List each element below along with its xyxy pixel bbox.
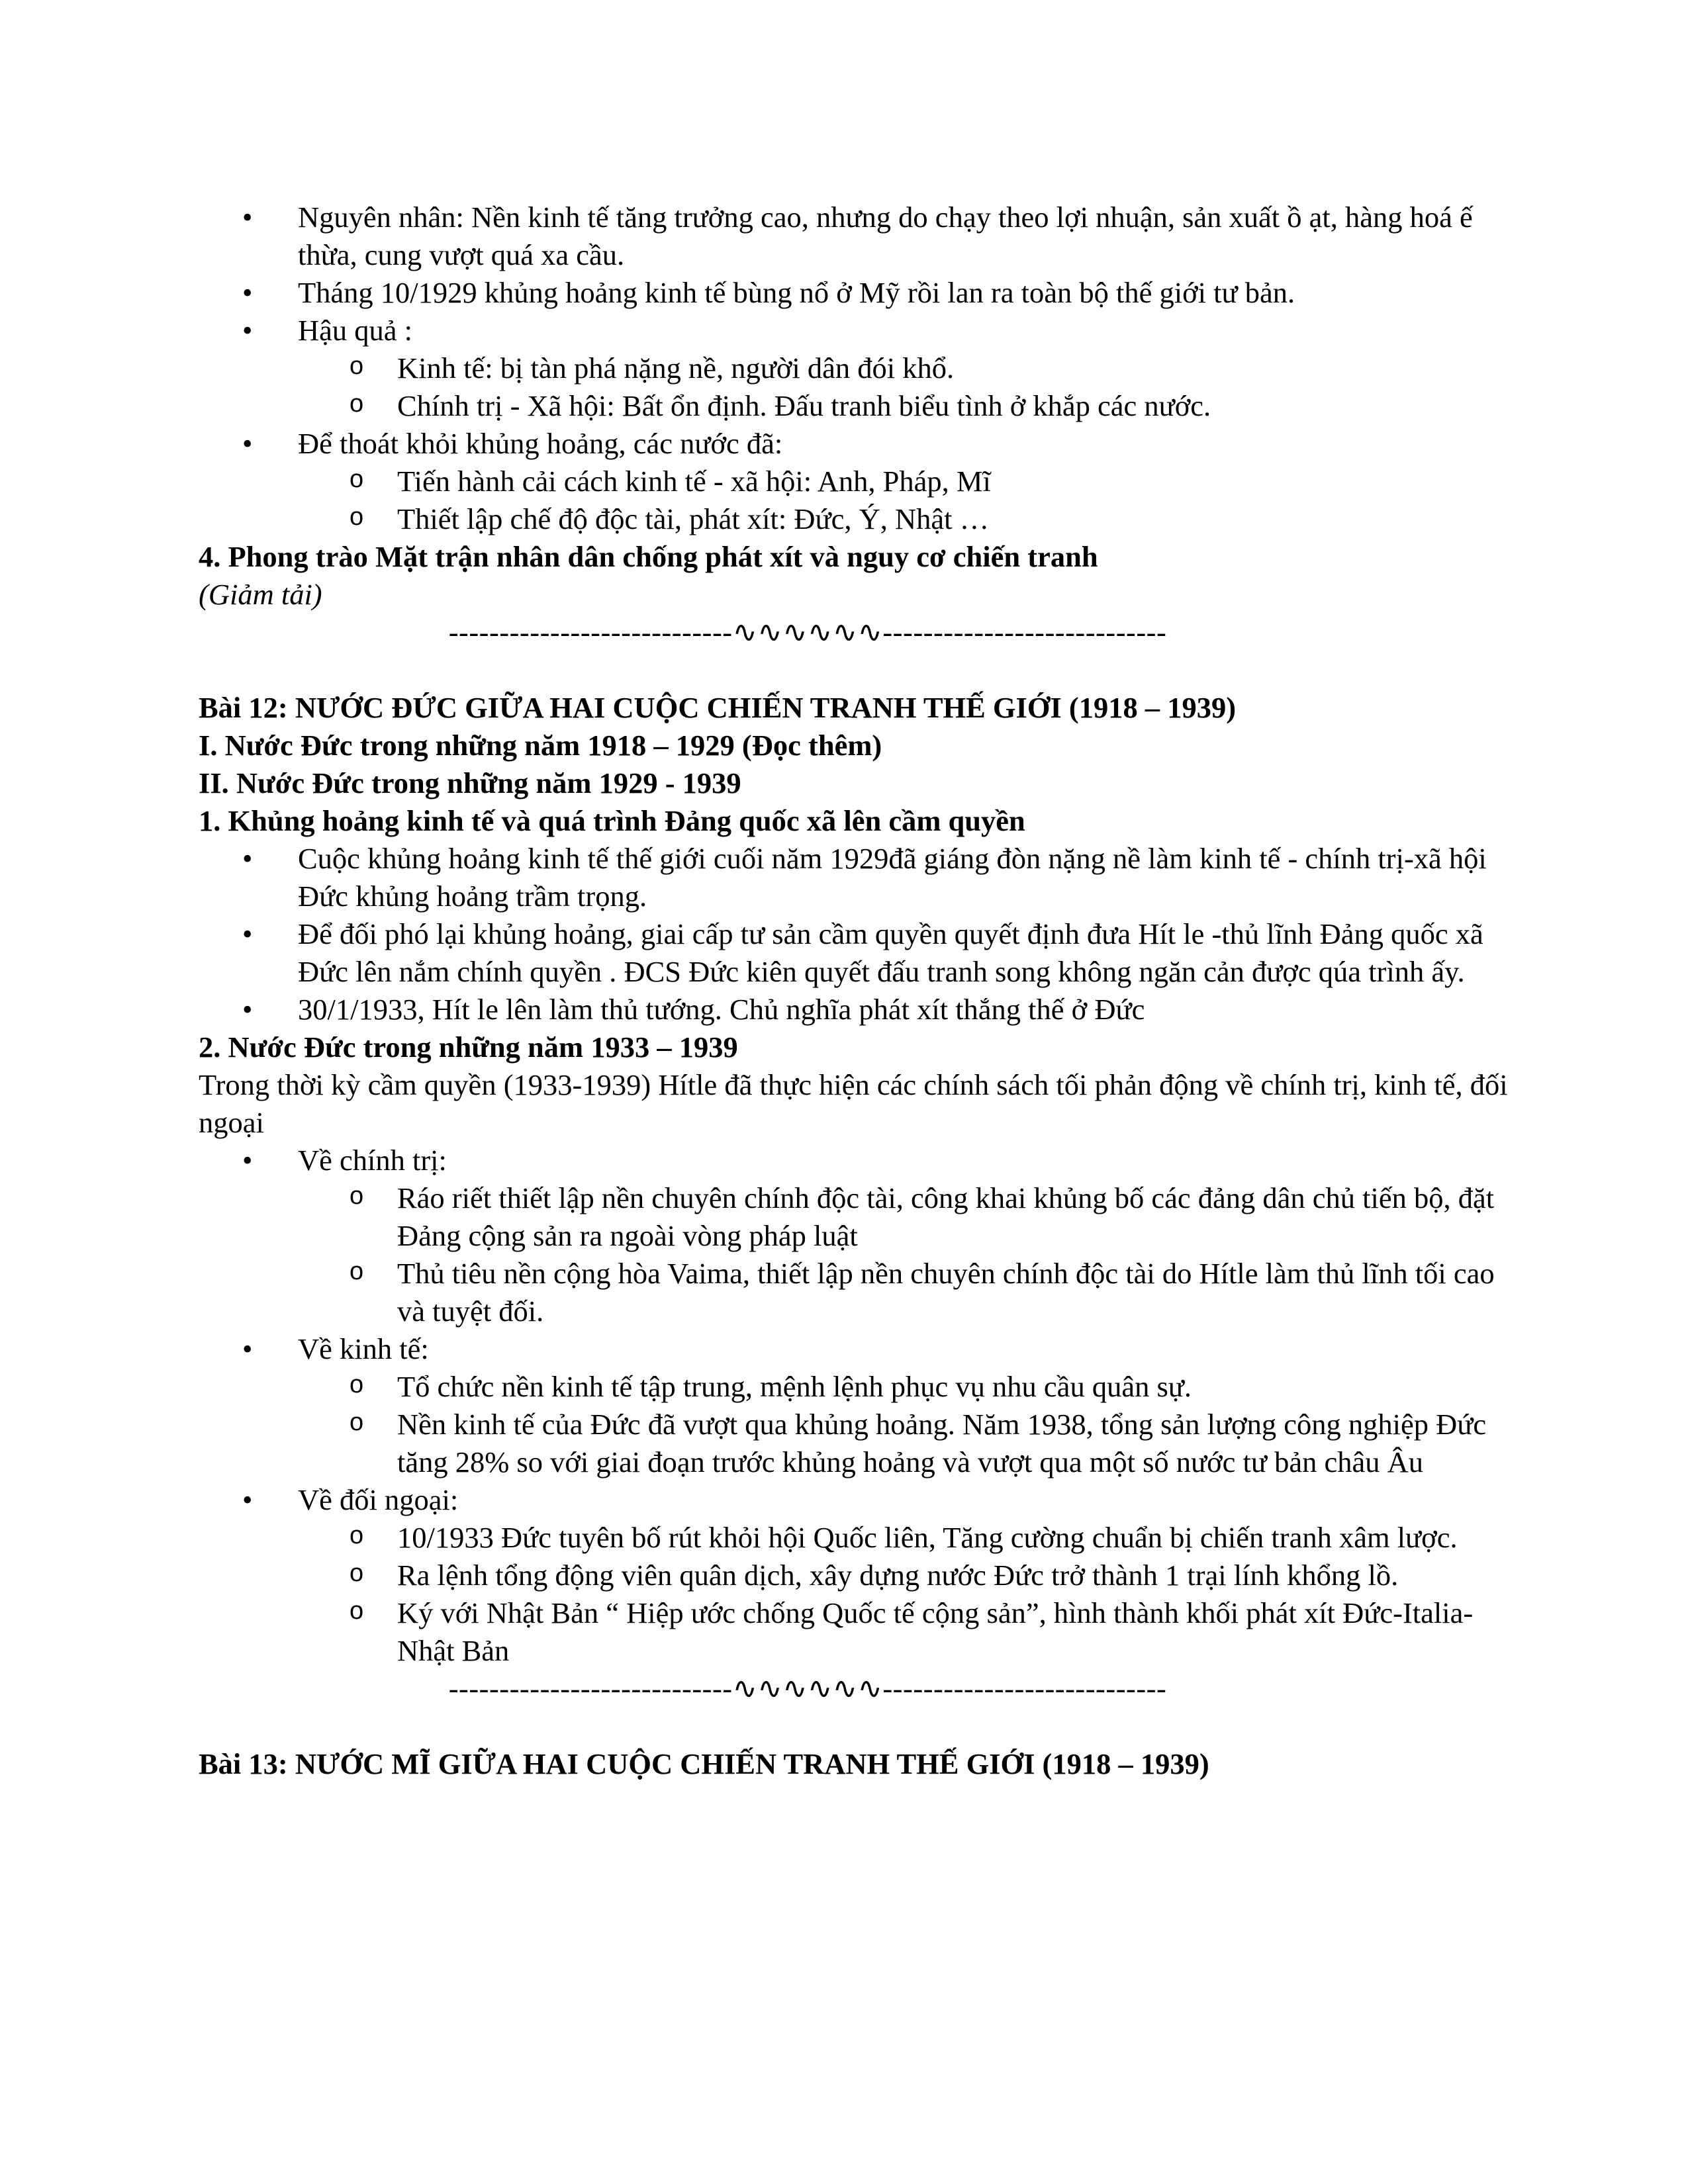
prev-bullet-4: • Để thoát khỏi khủng hoảng, các nước đã: [199,425,1509,463]
spacer [199,1707,1509,1745]
prev-bullet-4-sub-2: o Thiết lập chế độ độc tài, phát xít: Đức, Ý, Nhật … [199,500,1509,538]
prev-bullet-3-sub-2: o Chính trị - Xã hội: Bất ổn định. Đấu tranh biểu tình ở khắp các nước. [199,387,1509,425]
heading-note-giam-tai: (Giảm tải) [199,578,322,611]
prev-section-list [199,199,1509,538]
separator-text: ---------------------------- [882,1672,1167,1705]
bai12-sub1-title: 1. Khủng hoảng kinh tế và quá trình Đảng quốc xã lên cầm quyền [199,804,1025,837]
heading-phong-trao: 4. Phong trào Mặt trận nhân dân chống phát xít và nguy cơ chiến tranh [199,540,1098,573]
bai12-part2: II. Nước Đức trong những năm 1929 - 1939 [199,766,741,799]
prev-bullet-3-sub-1: o Kinh tế: bị tàn phá nặng nề, người dân đói khổ. [199,349,1509,387]
separator-1 [106,614,1509,651]
sub2-economy-item-2: o Nền kinh tế của Đức đã vượt qua khủng hoảng. Năm 1938, tổng sản lượng công nghiệp Đức tăng 28% so với giai đoạn trước khủng hoảng và vượt qua một số nước tư bản châu Âu [199,1406,1509,1481]
sub1-bullet-3: • 30/1/1933, Hít le lên làm thủ tướng. Chủ nghĩa phát xít thắng thế ở Đức [199,991,1509,1028]
prev-bullet-4-sub-1: o Tiến hành cải cách kinh tế - xã hội: Anh, Pháp, Mĩ [199,463,1509,500]
prev-bullet-3: • Hậu quả : [199,312,1509,349]
sub1-bullet-2: • Để đối phó lại khủng hoảng, giai cấp tư sản cầm quyền quyết định đưa Hít le -thủ lĩnh Đảng quốc xã Đức lên nắm chính quyền . ĐCS Đức kiên quyết đấu tranh song không ngăn cản được qúa trình ấy. [199,915,1509,991]
sub2-foreign-item-3: o Ký với Nhật Bản “ Hiệp ước chống Quốc tế cộng sản”, hình thành khối phát xít Đức-Italia-Nhật Bản [199,1594,1509,1670]
bai13-title: Bài 13: NƯỚC MĨ GIỮA HAI CUỘC CHIẾN TRANH THẾ GIỚI (1918 – 1939) [199,1747,1209,1780]
bai12-part1: I. Nước Đức trong những năm 1918 – 1929 (Đọc thêm) [199,729,882,762]
sub2-foreign-item-2: o Ra lệnh tổng động viên quân dịch, xây dựng nước Đức trở thành 1 trại lính khổng lồ. [199,1557,1509,1594]
bai12-sub2-title: 2. Nước Đức trong những năm 1933 – 1939 [199,1030,738,1064]
separator-text: ---------------------------- [448,1672,733,1705]
sub2-economy-item-1: o Tổ chức nền kinh tế tập trung, mệnh lệnh phục vụ nhu cầu quân sự. [199,1368,1509,1406]
sub1-bullet-1: • Cuộc khủng hoảng kinh tế thế giới cuối năm 1929đã giáng đòn nặng nề làm kinh tế - chính trị-xã hội Đức khủng hoảng trầm trọng. [199,840,1509,915]
sub2-politics-item-1: o Ráo riết thiết lập nền chuyên chính độc tài, công khai khủng bố các đảng dân chủ tiến bộ, đặt Đảng cộng sản ra ngoài vòng pháp luật [199,1179,1509,1255]
sub2-bullet-foreign: • Về đối ngoại: [199,1481,1509,1519]
ornament-icon: ∿∿∿∿∿∿ [732,615,883,649]
prev-bullet-2: • Tháng 10/1929 khủng hoảng kinh tế bùng nổ ở Mỹ rồi lan ra toàn bộ thế giới tư bản. [199,274,1509,312]
bai12-title: Bài 12: NƯỚC ĐỨC GIỮA HAI CUỘC CHIẾN TRANH THẾ GIỚI (1918 – 1939) [199,691,1237,724]
sub2-bullet-economy: • Về kinh tế: [199,1330,1509,1368]
bai12-sub2-intro: Trong thời kỳ cầm quyền (1933-1939) Hítle đã thực hiện các chính sách tối phản động về chính trị, kinh tế, đối ngoại [199,1068,1508,1139]
prev-bullet-1: • Nguyên nhân: Nền kinh tế tăng trưởng cao, nhưng do chạy theo lợi nhuận, sản xuất ồ ạt, hàng hoá ế thừa, cung vượt quá xa cầu. [199,199,1509,274]
sub2-bullet-politics: • Về chính trị: [199,1142,1509,1179]
ornament-icon: ∿∿∿∿∿∿ [732,1672,883,1705]
sub2-foreign-item-1: o 10/1933 Đức tuyên bố rút khỏi hội Quốc liên, Tăng cường chuẩn bị chiến tranh xâm lược. [199,1519,1509,1557]
separator-2 [106,1670,1509,1707]
sub2-politics-item-2: o Thủ tiêu nền cộng hòa Vaima, thiết lập nền chuyên chính độc tài do Hítle làm thủ lĩnh tối cao và tuyệt đối. [199,1255,1509,1330]
spacer [199,651,1509,689]
separator-text: ---------------------------- [882,615,1167,649]
document-content [199,199,1509,1783]
separator-text: ---------------------------- [448,615,733,649]
